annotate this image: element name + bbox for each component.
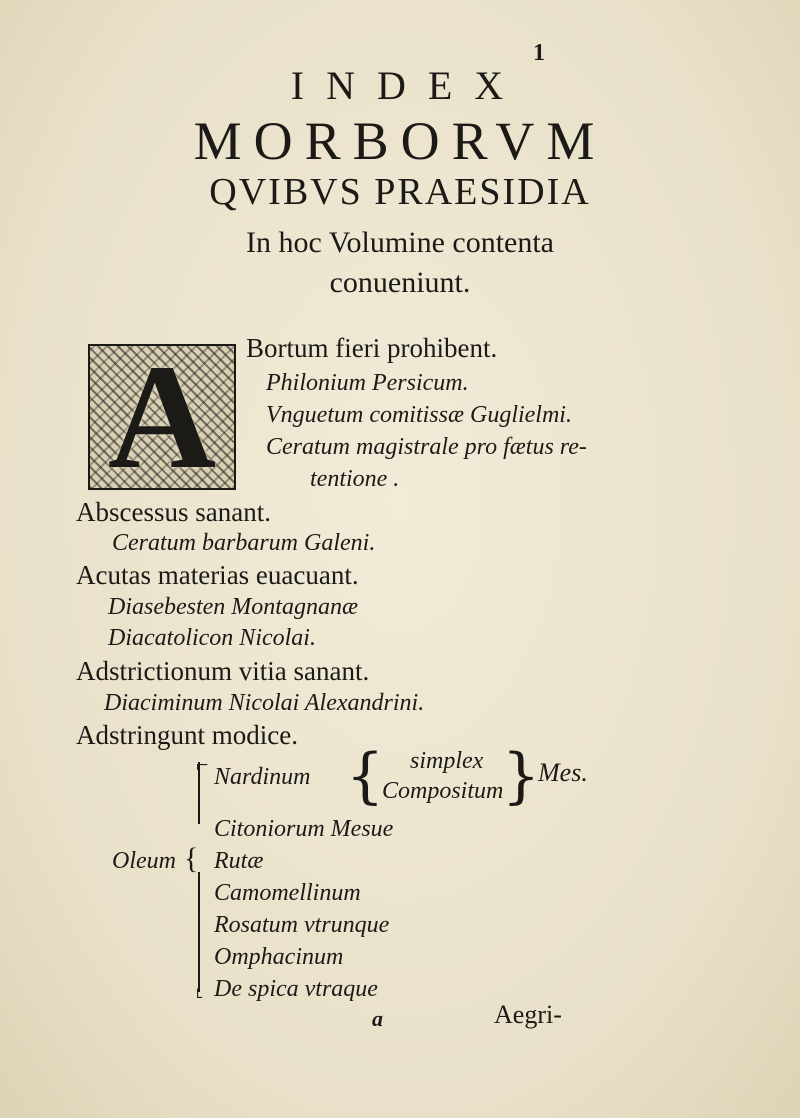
oleum-item: Citoniorum Mesue [214, 816, 394, 842]
title-quibus-praesidia: QVIBVS PRAESIDIA [209, 171, 591, 213]
signature-mark: a [372, 1006, 383, 1031]
oleum-nardinum: Nardinum [214, 764, 311, 790]
entry-heading: Bortum fieri prohibent. [246, 333, 498, 363]
remedy-line: Diaciminum Nicolai Alexandrini. [104, 690, 425, 716]
title-index: INDEX [290, 63, 526, 108]
entry-heading: Acutas materias euacuant. [76, 560, 359, 590]
remedy-line: Ceratum magistrale pro fætus re- [266, 434, 587, 460]
entry-heading: Abscessus sanant. [76, 497, 271, 527]
remedy-line: Vnguetum comitissæ Guglielmi. [266, 402, 572, 428]
catchword: Aegri- [494, 1000, 562, 1029]
title-volumine: In hoc Volumine contenta [246, 226, 554, 259]
oleum-brace: { [184, 842, 199, 875]
folio-number: 1 [533, 40, 545, 66]
remedy-line: Diasebesten Montagnanæ [108, 594, 358, 620]
bracket-top-hook: ⌐ [196, 752, 209, 777]
entry-heading: Adstringunt modice. [76, 720, 298, 750]
nardinum-compositum: Compositum [382, 778, 504, 804]
oleum-item: De spica vtraque [214, 976, 378, 1002]
entry-heading: Adstrictionum vitia sanant. [76, 656, 370, 686]
nardinum-brace-right: } [502, 741, 541, 811]
initial-letter-glyph: A [107, 334, 217, 500]
oleum-item: Rutæ [214, 848, 264, 874]
oleum-mesue: Mes. [538, 758, 588, 787]
title-morborum: MORBORVM [193, 111, 607, 171]
title-conueniunt: conueniunt. [329, 266, 471, 299]
remedy-line: Diacatolicon Nicolai. [108, 625, 316, 651]
bracket-line-lower [198, 872, 200, 992]
remedy-line: Ceratum barbarum Galeni. [112, 530, 376, 556]
nardinum-simplex: simplex [410, 748, 484, 774]
oleum-item: Camomellinum [214, 880, 361, 906]
bracket-bottom-hook: ˪ [196, 978, 204, 1003]
oleum-item: Rosatum vtrunque [214, 912, 390, 938]
remedy-line: Philonium Persicum. [266, 370, 469, 396]
oleum-item: Omphacinum [214, 944, 344, 970]
decorated-initial-letter [88, 334, 236, 500]
nardinum-brace-left: { [346, 741, 385, 811]
remedy-line: tentione . [310, 466, 400, 492]
oleum-label: Oleum [112, 848, 176, 874]
